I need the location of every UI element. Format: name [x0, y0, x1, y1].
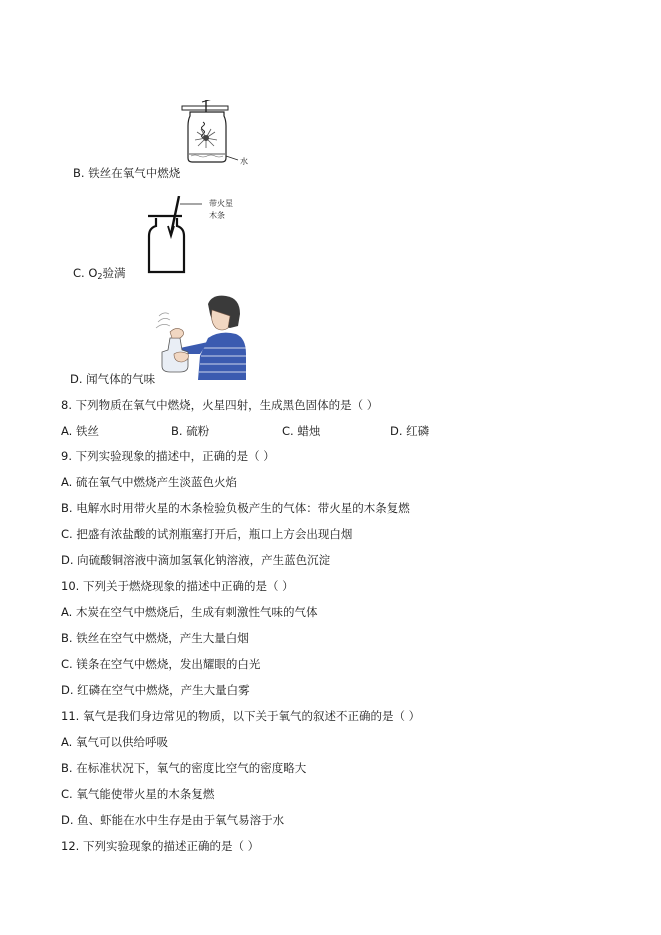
question-10-option-a: A. 木炭在空气中燃烧后，生成有刺激性气味的气体 [61, 605, 318, 619]
smelling-gas-figure [150, 292, 250, 380]
question-12-stem: 12. 下列实验现象的描述正确的是（ ） [61, 839, 260, 853]
question-8-option-d: D. 红磷 [390, 424, 430, 438]
question-9-option-b: B. 电解水时用带火星的木条检验负极产生的气体：带火星的木条复燃 [61, 501, 410, 515]
iron-wire-burning-figure [180, 100, 260, 168]
glowing-splint-label-2: 木条 [209, 211, 225, 220]
figure-b-caption: B. 铁丝在氧气中燃烧 [73, 166, 181, 180]
question-8-option-b: B. 硫粉 [171, 424, 210, 438]
question-10-stem: 10. 下列关于燃烧现象的描述中正确的是（ ） [61, 579, 294, 593]
question-9-option-d: D. 向硫酸铜溶液中滴加氢氧化钠溶液，产生蓝色沉淀 [61, 553, 331, 567]
question-8-option-c: C. 蜡烛 [282, 424, 321, 438]
figure-c-caption: C. $O_2$验满 [73, 266, 126, 281]
question-10-option-d: D. 红磷在空气中燃烧，产生大量白雾 [61, 683, 250, 697]
question-9-stem: 9. 下列实验现象的描述中，正确的是（ ） [61, 449, 275, 463]
oxygen-check-figure [142, 196, 204, 276]
question-8-stem: 8. 下列物质在氧气中燃烧，火星四射，生成黑色固体的是（ ） [61, 398, 379, 412]
question-11-option-b: B. 在标准状况下，氧气的密度比空气的密度略大 [61, 761, 307, 775]
figure-d-caption: D. 闻气体的气味 [70, 372, 156, 386]
question-10-option-c: C. 镁条在空气中燃烧，发出耀眼的白光 [61, 657, 261, 671]
water-label: 水 [240, 157, 248, 166]
question-11-stem: 11. 氧气是我们身边常见的物质，以下关于氧气的叙述不正确的是（ ） [61, 709, 421, 723]
question-9-option-c: C. 把盛有浓盐酸的试剂瓶塞打开后，瓶口上方会出现白烟 [61, 527, 353, 541]
question-9-option-a: A. 硫在氧气中燃烧产生淡蓝色火焰 [61, 475, 237, 489]
question-8-option-a: A. 铁丝 [61, 424, 99, 438]
glowing-splint-label-1: 带火星 [209, 199, 233, 208]
question-11-option-a: A. 氧气可以供给呼吸 [61, 735, 168, 749]
question-10-option-b: B. 铁丝在空气中燃烧，产生大量白烟 [61, 631, 249, 645]
question-11-option-c: C. 氧气能使带火星的木条复燃 [61, 787, 215, 801]
question-11-option-d: D. 鱼、虾能在水中生存是由于氧气易溶于水 [61, 813, 285, 827]
